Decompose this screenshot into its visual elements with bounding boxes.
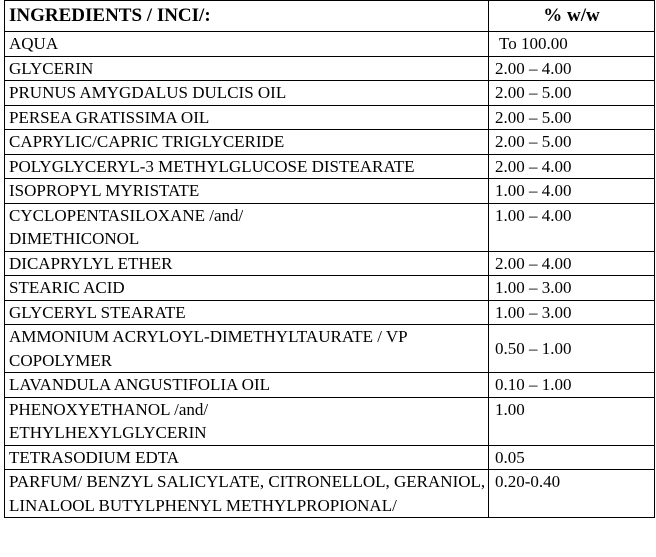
percentage-cell: 2.00 – 4.00 [489,251,655,276]
table-row [5,81,655,106]
ingredient-cell: TETRASODIUM EDTA [5,445,489,470]
ingredient-cell: GLYCERYL STEARATE [5,300,489,325]
table-row [5,397,655,445]
ingredients-table [4,0,655,518]
table-row [5,470,655,518]
percentage-cell: 1.00 – 4.00 [489,179,655,204]
percentage-cell: 0.10 – 1.00 [489,373,655,398]
percentage-cell: 2.00 – 5.00 [489,105,655,130]
table-row [5,154,655,179]
ingredient-cell: AQUA [5,32,489,57]
percentage-cell: 2.00 – 4.00 [489,154,655,179]
table-row [5,276,655,301]
percentage-column-header: % w/w [489,1,655,32]
table-header-row [5,1,655,32]
percentage-cell: 1.00 – 4.00 [489,203,655,251]
table-row [5,56,655,81]
table-row [5,179,655,204]
table-row [5,32,655,57]
ingredient-cell: STEARIC ACID [5,276,489,301]
percentage-cell: 0.20-0.40 [489,470,655,518]
table-row [5,251,655,276]
table-row [5,373,655,398]
percentage-cell: To 100.00 [489,32,655,57]
percentage-cell: 1.00 – 3.00 [489,276,655,301]
table-row [5,300,655,325]
ingredient-cell: PERSEA GRATISSIMA OIL [5,105,489,130]
percentage-cell: 2.00 – 4.00 [489,56,655,81]
percentage-cell: 1.00 – 3.00 [489,300,655,325]
ingredient-cell: PRUNUS AMYGDALUS DULCIS OIL [5,81,489,106]
ingredient-cell: CYCLOPENTASILOXANE /and/ DIMETHICONOL [5,203,489,251]
percentage-cell: 1.00 [489,397,655,445]
ingredients-column-header: INGREDIENTS / INCI/: [5,1,489,32]
table-row [5,130,655,155]
ingredient-cell: POLYGLYCERYL-3 METHYLGLUCOSE DISTEARATE [5,154,489,179]
ingredient-cell: ISOPROPYL MYRISTATE [5,179,489,204]
table-row [5,445,655,470]
table-row [5,325,655,373]
percentage-cell: 0.50 – 1.00 [489,325,655,373]
percentage-cell: 2.00 – 5.00 [489,81,655,106]
ingredient-cell: GLYCERIN [5,56,489,81]
ingredient-cell: CAPRYLIC/CAPRIC TRIGLYCERIDE [5,130,489,155]
percentage-cell: 2.00 – 5.00 [489,130,655,155]
ingredient-cell: PARFUM/ BENZYL SALICYLATE, CITRONELLOL, GERANIOL, LINALOOL BUTYLPHENYL METHYLPROPIONAL/ [5,470,489,518]
ingredient-cell: LAVANDULA ANGUSTIFOLIA OIL [5,373,489,398]
table-row [5,203,655,251]
ingredient-cell: PHENOXYETHANOL /and/ ETHYLHEXYLGLYCERIN [5,397,489,445]
ingredient-cell: DICAPRYLYL ETHER [5,251,489,276]
ingredient-cell: AMMONIUM ACRYLOYL-DIMETHYLTAURATE / VP COPOLYMER [5,325,489,373]
percentage-cell: 0.05 [489,445,655,470]
table-row [5,105,655,130]
